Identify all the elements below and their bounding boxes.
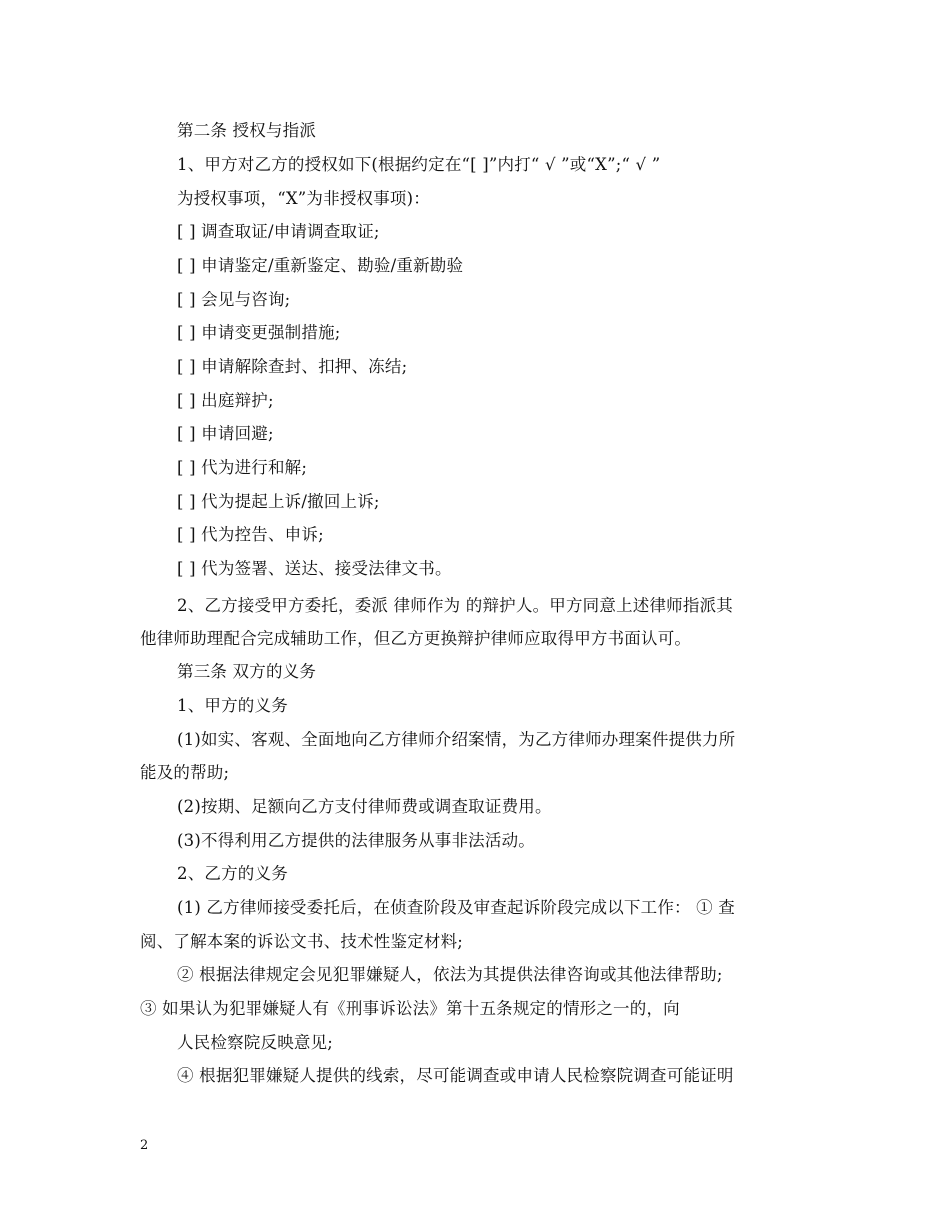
checklist-item-documents: [ ] 代为签署、送达、接受法律文书。 — [177, 559, 452, 578]
party-a-duty-1-line1: (1)如实、客观、全面地向乙方律师介绍案情，为乙方律师办理案件提供力所 — [177, 730, 736, 749]
article2-item1-line1: 1、甲方对乙方的授权如下(根据约定在“[ ]”内打“ √ ”或“X”;“ √ ” — [177, 155, 661, 174]
article2-heading: 第二条 授权与指派 — [177, 121, 317, 140]
checklist-item-settlement: [ ] 代为进行和解; — [177, 458, 308, 477]
party-b-heading: 2、乙方的义务 — [177, 864, 288, 883]
page-number: 2 — [140, 1138, 149, 1153]
article2-item2-line2: 他律师助理配合完成辅助工作，但乙方更换辩护律师应取得甲方书面认可。 — [140, 629, 692, 648]
party-a-heading: 1、甲方的义务 — [177, 696, 288, 715]
party-b-duty-4: ④ 根据犯罪嫌疑人提供的线索，尽可能调查或申请人民检察院调查可能证明 — [177, 1066, 734, 1085]
party-b-duty-2: ② 根据法律规定会见犯罪嫌疑人，依法为其提供法律咨询或其他法律帮助; — [177, 965, 723, 984]
checklist-item-court-defense: [ ] 出庭辩护; — [177, 391, 274, 410]
checklist-item-recusal: [ ] 申请回避; — [177, 424, 274, 443]
checklist-item-complaint: [ ] 代为控告、申诉; — [177, 525, 324, 544]
party-a-duty-3: (3)不得利用乙方提供的法律服务从事非法活动。 — [177, 831, 535, 850]
checklist-item-meeting: [ ] 会见与咨询; — [177, 290, 291, 309]
article2-item2-line1: 2、乙方接受甲方委托，委派 律师作为 的辩护人。甲方同意上述律师指派其 — [177, 596, 733, 615]
party-b-duty-1-line1: (1) 乙方律师接受委托后，在侦查阶段及审查起诉阶段完成以下工作： ① 查 — [177, 898, 736, 917]
article3-heading: 第三条 双方的义务 — [177, 662, 317, 681]
checklist-item-release-seizure: [ ] 申请解除查封、扣押、冻结; — [177, 357, 408, 376]
party-b-duty-1-line2: 阅、了解本案的诉讼文书、技术性鉴定材料; — [140, 932, 464, 951]
party-a-duty-1-line2: 能及的帮助; — [140, 763, 230, 782]
checklist-item-change-measures: [ ] 申请变更强制措施; — [177, 323, 341, 342]
article2-item1-line2: 为授权事项，“X”为非授权事项)： — [177, 189, 430, 208]
party-b-duty-3-line2: 人民检察院反映意见; — [177, 1033, 334, 1052]
party-a-duty-2: (2)按期、足额向乙方支付律师费或调查取证费用。 — [177, 797, 552, 816]
checklist-item-appraisal: [ ] 申请鉴定/重新鉴定、勘验/重新勘验 — [177, 256, 464, 275]
checklist-item-appeal: [ ] 代为提起上诉/撤回上诉; — [177, 492, 380, 511]
party-b-duty-3-line1: ③ 如果认为犯罪嫌疑人有《刑事诉讼法》第十五条规定的情形之一的，向 — [140, 999, 680, 1018]
checklist-item-investigate: [ ] 调查取证/申请调查取证; — [177, 222, 380, 241]
